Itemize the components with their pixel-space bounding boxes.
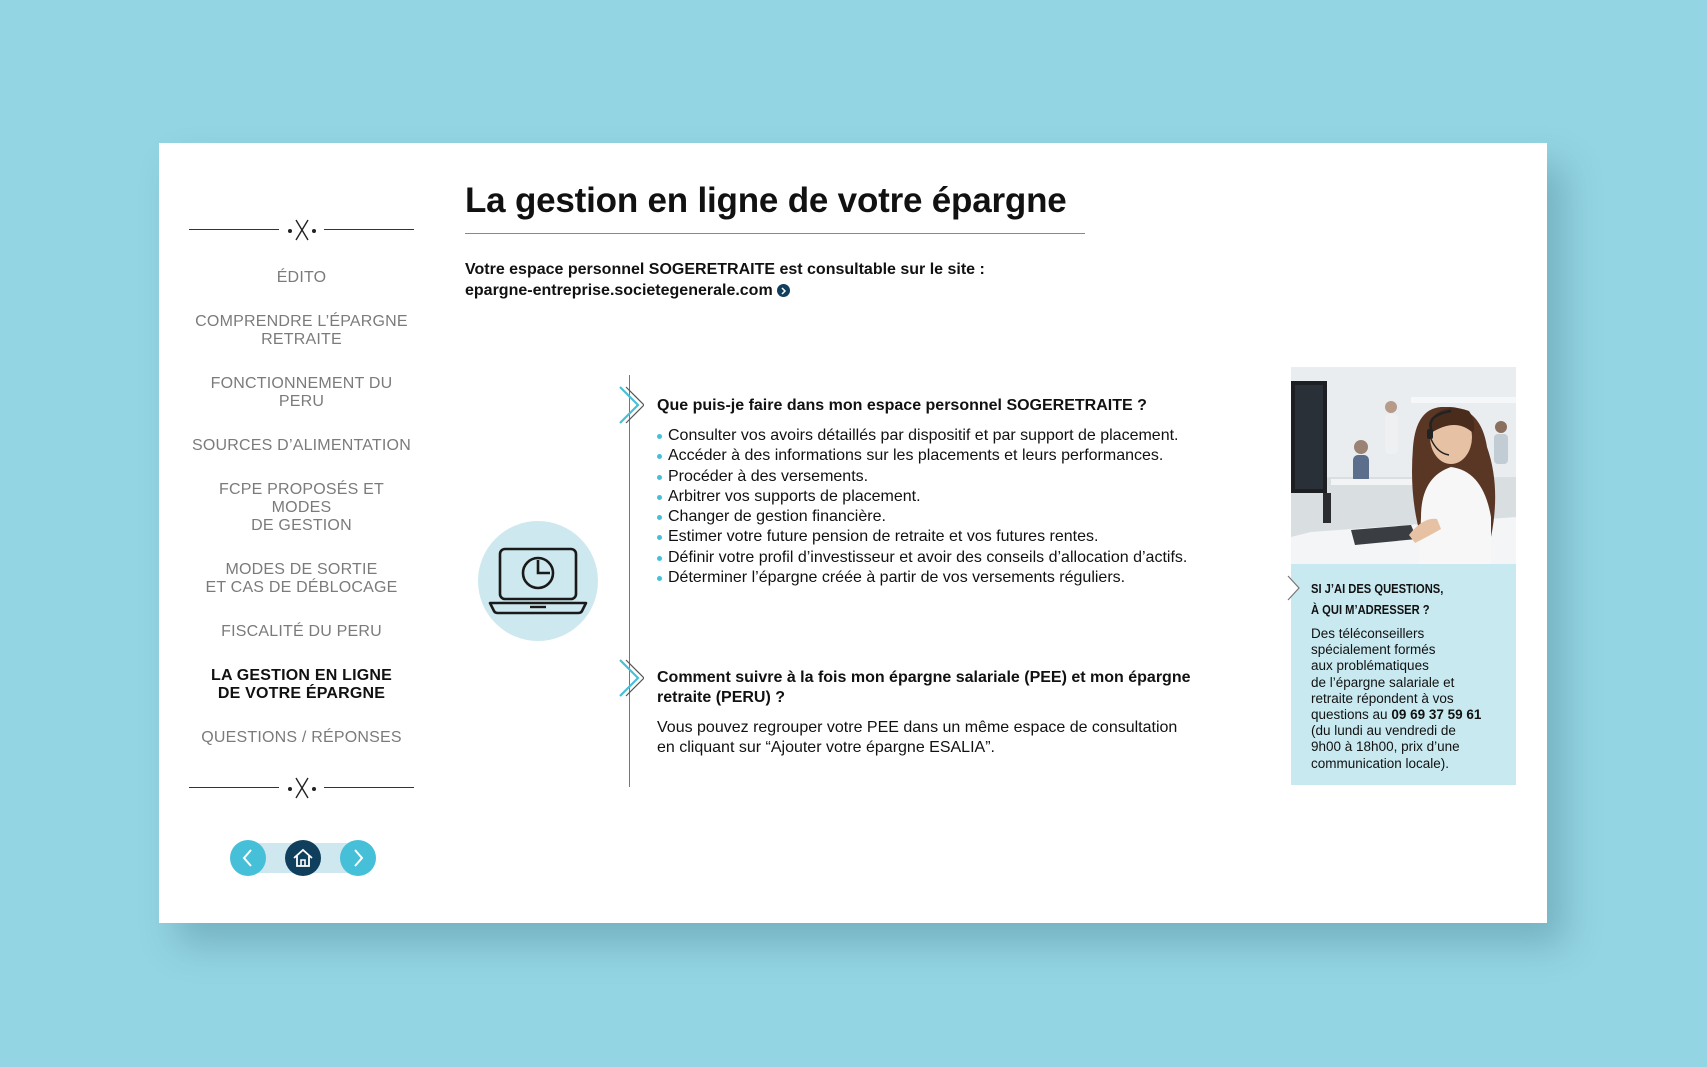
list-item: Définir votre profil d’investisseur et avoir des conseils d’allocation d’actifs. — [657, 548, 1217, 568]
sidebar-menu — [189, 269, 414, 747]
sidebar-item-label-line2: RETRAITE — [261, 331, 342, 348]
list-item: Changer de gestion financière. — [657, 507, 1217, 527]
faq-question — [657, 668, 1217, 708]
contact-aside — [1291, 367, 1516, 785]
faq-answer — [657, 718, 1217, 758]
cross-ornament-icon — [287, 217, 317, 243]
brochure-page — [159, 143, 1547, 923]
sidebar-item-label: SOURCES D’ALIMENTATION — [192, 437, 411, 454]
sidebar-item-label: LA GESTION EN LIGNE — [211, 667, 392, 684]
ornament-top — [189, 215, 414, 245]
chevron-right-icon — [1286, 574, 1302, 602]
contact-info-box — [1291, 564, 1516, 785]
feature-list — [657, 426, 1217, 588]
sidebar-item-label: FISCALITÉ DU PERU — [221, 623, 382, 640]
sidebar-item-label-line2: ET CAS DE DÉBLOCAGE — [205, 579, 398, 596]
faq-section-suivi-epargne — [657, 668, 1217, 758]
laptop-illustration — [478, 521, 598, 641]
contact-text-line: spécialement formés — [1311, 642, 1436, 658]
contact-text-line: retraite répondent à vos — [1311, 690, 1454, 706]
sidebar-item-label: FCPE PROPOSÉS ET MODES — [218, 481, 384, 516]
sidebar-item-edito[interactable] — [189, 269, 414, 287]
faq-question-line1: Comment suivre à la fois mon épargne salariale (PEE) et mon épargne — [657, 669, 1191, 686]
contact-heading-line2: À QUI M’ADRESSER ? — [1311, 602, 1430, 617]
faq-question: Que puis-je faire dans mon espace personnel SOGERETRAITE ? — [657, 397, 1147, 414]
sidebar-item-fonctionnement[interactable] — [189, 375, 414, 411]
page-title: La gestion en ligne de votre épargne — [465, 181, 1067, 220]
chevron-right-icon — [351, 848, 365, 868]
sidebar-item-comprendre[interactable] — [189, 313, 414, 349]
faq-answer-line1: Vous pouvez regrouper votre PEE dans un même espace de consultation — [657, 719, 1178, 736]
home-icon — [292, 847, 314, 869]
faq-answer-line2: en cliquant sur “Ajouter votre épargne ESALIA”. — [657, 739, 995, 756]
sidebar-item-sources[interactable] — [189, 437, 414, 455]
contact-text — [1311, 626, 1506, 772]
contact-heading — [1311, 578, 1443, 620]
timeline-divider — [629, 375, 630, 787]
website-link-label: epargne-entreprise.societegenerale.com — [465, 282, 773, 299]
list-item: Arbitrer vos supports de placement. — [657, 487, 1217, 507]
laptop-chart-icon — [486, 543, 590, 619]
contact-text-line: questions au — [1311, 707, 1392, 723]
ornament-bottom — [189, 773, 414, 803]
cross-ornament-icon — [287, 775, 317, 801]
title-underline — [465, 233, 1085, 234]
page-navigation — [230, 840, 376, 876]
list-item: Accéder à des informations sur les placements et leurs performances. — [657, 446, 1217, 466]
double-chevron-icon — [616, 658, 644, 698]
contact-text-line: (du lundi au vendredi de — [1311, 723, 1456, 739]
list-item: Estimer votre future pension de retraite et vos futures rentes. — [657, 527, 1217, 547]
contact-text-line: aux problématiques — [1311, 658, 1429, 674]
list-item: Consulter vos avoirs détaillés par dispositif et par support de placement. — [657, 426, 1217, 446]
intro-text — [465, 259, 985, 301]
sidebar-item-label-line2: DE GESTION — [251, 517, 352, 534]
contact-text-line: communication locale). — [1311, 755, 1450, 771]
home-button[interactable] — [285, 840, 321, 876]
sidebar-item-questions[interactable] — [189, 729, 414, 747]
double-chevron-icon — [616, 385, 644, 425]
sidebar-item-label: MODES DE SORTIE — [225, 561, 378, 578]
sidebar-item-fiscalite[interactable] — [189, 623, 414, 641]
sidebar-item-label: COMPRENDRE L’ÉPARGNE — [195, 313, 408, 330]
next-page-button[interactable] — [340, 840, 376, 876]
sidebar-item-fcpe[interactable] — [189, 481, 414, 535]
contact-heading-line1: SI J’AI DES QUESTIONS, — [1311, 581, 1444, 596]
sidebar-item-modes-sortie[interactable] — [189, 561, 414, 597]
intro-line: Votre espace personnel SOGERETRAITE est consultable sur le site : — [465, 261, 985, 278]
contact-text-line: de l’épargne salariale et — [1311, 674, 1455, 690]
phone-number[interactable]: 09 69 37 59 61 — [1391, 707, 1482, 723]
sidebar-item-label: ÉDITO — [276, 269, 327, 286]
contact-text-line: 9h00 à 18h00, prix d’une — [1311, 739, 1460, 755]
faq-section-espace-personnel — [657, 396, 1217, 588]
list-item: Déterminer l’épargne créée à partir de vos versements réguliers. — [657, 568, 1217, 588]
sidebar-nav — [189, 215, 414, 803]
sidebar-item-label: QUESTIONS / RÉPONSES — [201, 729, 402, 746]
chevron-left-icon — [241, 848, 255, 868]
faq-question-line2: retraite (PERU) ? — [657, 689, 786, 706]
sidebar-item-label: FONCTIONNEMENT DU PERU — [210, 375, 393, 410]
sidebar-item-gestion-en-ligne[interactable] — [189, 667, 414, 703]
call-center-photo — [1291, 367, 1516, 564]
arrow-circle-icon — [777, 284, 790, 297]
website-link[interactable] — [465, 280, 790, 301]
list-item: Procéder à des versements. — [657, 467, 1217, 487]
previous-page-button[interactable] — [230, 840, 266, 876]
contact-text-line: Des téléconseillers — [1311, 626, 1425, 641]
sidebar-item-label-line2: DE VOTRE ÉPARGNE — [217, 685, 386, 702]
